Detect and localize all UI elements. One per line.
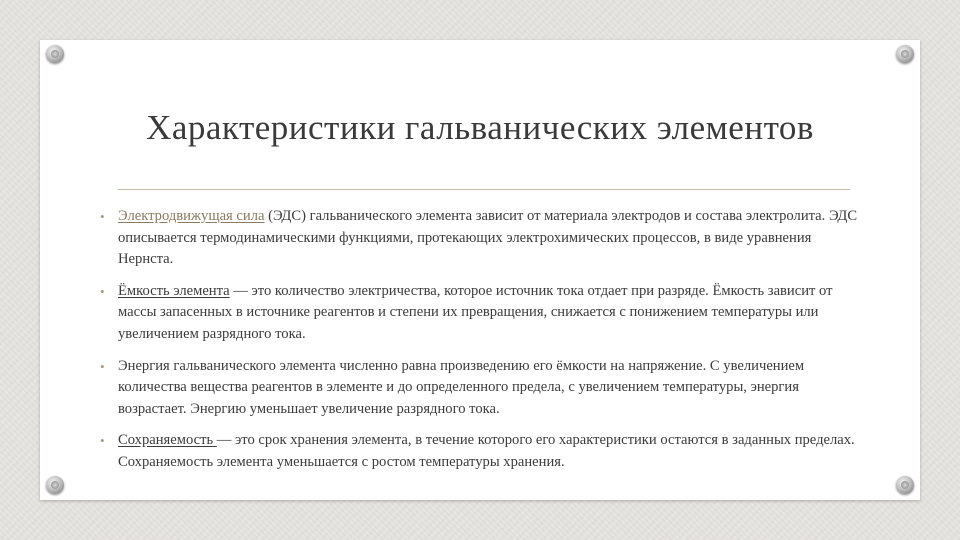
capacity-term-link[interactable]: Ёмкость элемента	[118, 282, 230, 299]
bullet-text: — это срок хранения элемента, в течение которого его характеристики остаются в заданных пределах. Сохраняемость элемента уменьшается с ростом температуры хранения.	[118, 432, 855, 470]
bullet-text: Энергия гальванического элемента численно равна произведению его ёмкости на напряжение. С увеличением количества вещества реагентов в элементе и до определенного предела, с увеличением температуры, энергия возрастает. Энергию уменьшает увеличение разрядного тока.	[118, 357, 805, 417]
bullet-item-energy	[100, 356, 860, 421]
title-divider	[118, 189, 850, 190]
bullet-item-capacity	[100, 281, 860, 346]
shelf-life-term-link[interactable]: Сохраняемость	[118, 432, 217, 449]
bullet-icon: •	[100, 283, 105, 299]
slide-title: Характеристики гальванических элементов	[146, 108, 814, 147]
pushpin-icon	[896, 45, 914, 63]
bullet-text: — это количество электричества, которое источник тока отдает при разряде. Ёмкость зависит от массы запасенных в источнике реагентов и степени их превращения, снижается с понижением температуры или увеличением разрядного тока.	[118, 282, 833, 342]
bullet-text: (ЭДС) гальванического элемента зависит от материала электродов и состава электролита. ЭДС описывается термодинамическими функциями, протекающих электрохимических процессов, в виде уравнения Нернста.	[118, 208, 858, 268]
bullet-icon: •	[100, 358, 105, 374]
pushpin-icon	[46, 45, 64, 63]
bullet-item-emf	[100, 206, 860, 271]
bullet-icon: •	[100, 209, 105, 224]
bullet-icon: •	[100, 433, 105, 449]
bullet-item-shelf-life	[100, 430, 860, 473]
pushpin-icon	[46, 476, 64, 494]
pushpin-icon	[896, 476, 914, 494]
emf-term-link[interactable]: Электродвижущая сила	[118, 208, 265, 224]
bullet-list	[100, 206, 860, 484]
